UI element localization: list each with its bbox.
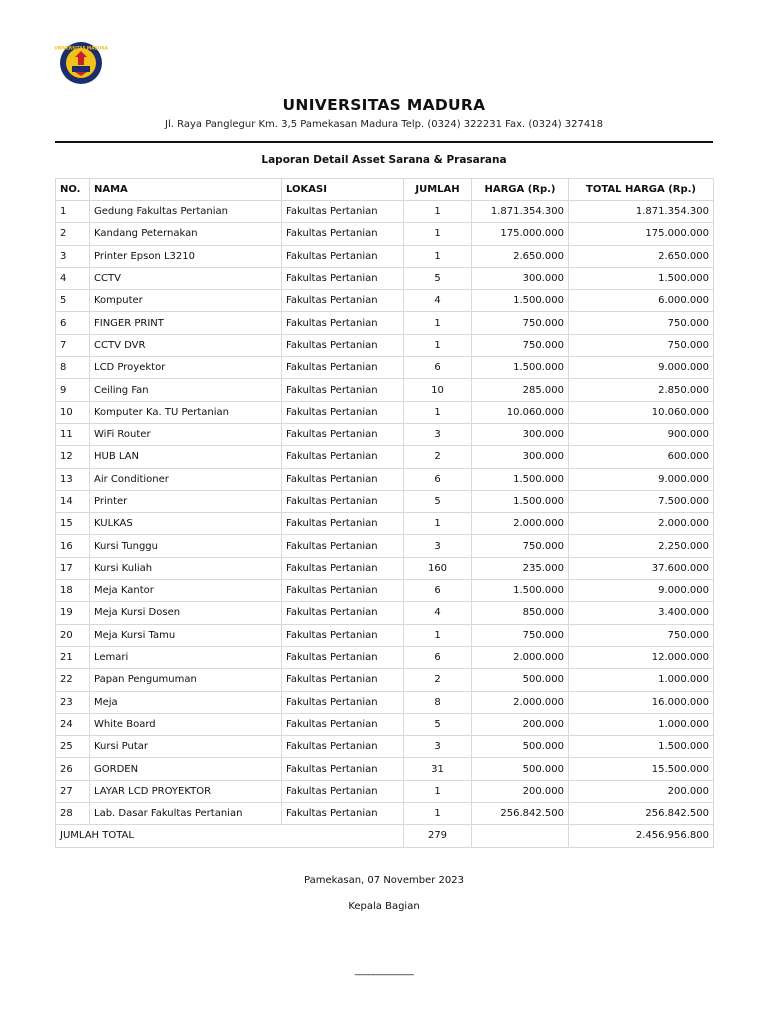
row-lokasi: Fakultas Pertanian bbox=[282, 624, 404, 646]
table-row bbox=[56, 713, 714, 735]
row-harga: 10.060.000 bbox=[472, 401, 569, 423]
row-nama: Lemari bbox=[90, 646, 282, 668]
row-lokasi: Fakultas Pertanian bbox=[282, 267, 404, 289]
row-lokasi: Fakultas Pertanian bbox=[282, 669, 404, 691]
row-harga: 750.000 bbox=[472, 312, 569, 334]
row-total-harga: 9.000.000 bbox=[569, 468, 714, 490]
row-no: 14 bbox=[56, 490, 90, 512]
row-total-harga: 2.250.000 bbox=[569, 535, 714, 557]
table-row bbox=[56, 602, 714, 624]
row-nama: White Board bbox=[90, 713, 282, 735]
total-empty-cell bbox=[472, 825, 569, 847]
row-no: 20 bbox=[56, 624, 90, 646]
table-row bbox=[56, 267, 714, 289]
row-lokasi: Fakultas Pertanian bbox=[282, 736, 404, 758]
table-row bbox=[56, 223, 714, 245]
row-harga: 500.000 bbox=[472, 669, 569, 691]
table-row bbox=[56, 490, 714, 512]
row-no: 16 bbox=[56, 535, 90, 557]
row-lokasi: Fakultas Pertanian bbox=[282, 379, 404, 401]
row-total-harga: 12.000.000 bbox=[569, 646, 714, 668]
row-jumlah: 1 bbox=[404, 803, 472, 825]
column-header-no: NO. bbox=[56, 179, 90, 201]
row-no: 9 bbox=[56, 379, 90, 401]
row-nama: Air Conditioner bbox=[90, 468, 282, 490]
row-jumlah: 1 bbox=[404, 624, 472, 646]
table-row bbox=[56, 535, 714, 557]
university-logo bbox=[54, 41, 108, 85]
row-nama: CCTV DVR bbox=[90, 334, 282, 356]
row-no: 17 bbox=[56, 557, 90, 579]
row-no: 4 bbox=[56, 267, 90, 289]
table-row bbox=[56, 580, 714, 602]
row-lokasi: Fakultas Pertanian bbox=[282, 201, 404, 223]
row-harga: 1.500.000 bbox=[472, 290, 569, 312]
row-lokasi: Fakultas Pertanian bbox=[282, 290, 404, 312]
row-harga: 500.000 bbox=[472, 758, 569, 780]
row-jumlah: 4 bbox=[404, 602, 472, 624]
row-no: 13 bbox=[56, 468, 90, 490]
row-lokasi: Fakultas Pertanian bbox=[282, 357, 404, 379]
signature-role: Kepala Bagian bbox=[348, 901, 420, 912]
row-lokasi: Fakultas Pertanian bbox=[282, 245, 404, 267]
row-total-harga: 6.000.000 bbox=[569, 290, 714, 312]
row-lokasi: Fakultas Pertanian bbox=[282, 223, 404, 245]
row-no: 5 bbox=[56, 290, 90, 312]
row-harga: 2.000.000 bbox=[472, 513, 569, 535]
row-harga: 1.500.000 bbox=[472, 468, 569, 490]
row-no: 11 bbox=[56, 423, 90, 445]
column-header-nama: NAMA bbox=[90, 179, 282, 201]
row-no: 1 bbox=[56, 201, 90, 223]
row-nama: LAYAR LCD PROYEKTOR bbox=[90, 780, 282, 802]
row-harga: 1.871.354.300 bbox=[472, 201, 569, 223]
row-jumlah: 1 bbox=[404, 780, 472, 802]
row-total-harga: 900.000 bbox=[569, 423, 714, 445]
row-total-harga: 1.000.000 bbox=[569, 713, 714, 735]
row-nama: CCTV bbox=[90, 267, 282, 289]
row-lokasi: Fakultas Pertanian bbox=[282, 646, 404, 668]
table-row bbox=[56, 423, 714, 445]
row-total-harga: 7.500.000 bbox=[569, 490, 714, 512]
row-jumlah: 8 bbox=[404, 691, 472, 713]
row-no: 25 bbox=[56, 736, 90, 758]
column-header-lokasi: LOKASI bbox=[282, 179, 404, 201]
table-row bbox=[56, 646, 714, 668]
row-jumlah: 2 bbox=[404, 446, 472, 468]
row-nama: Gedung Fakultas Pertanian bbox=[90, 201, 282, 223]
row-no: 2 bbox=[56, 223, 90, 245]
row-nama: Meja Kursi Dosen bbox=[90, 602, 282, 624]
row-no: 10 bbox=[56, 401, 90, 423]
report-title: Laporan Detail Asset Sarana & Prasarana bbox=[261, 154, 507, 166]
row-harga: 300.000 bbox=[472, 267, 569, 289]
table-row bbox=[56, 624, 714, 646]
row-jumlah: 160 bbox=[404, 557, 472, 579]
row-nama: LCD Proyektor bbox=[90, 357, 282, 379]
row-jumlah: 3 bbox=[404, 535, 472, 557]
table-row bbox=[56, 245, 714, 267]
column-header-jumlah: JUMLAH bbox=[404, 179, 472, 201]
row-total-harga: 15.500.000 bbox=[569, 758, 714, 780]
row-jumlah: 1 bbox=[404, 223, 472, 245]
row-total-harga: 750.000 bbox=[569, 624, 714, 646]
row-jumlah: 1 bbox=[404, 245, 472, 267]
row-harga: 285.000 bbox=[472, 379, 569, 401]
row-harga: 750.000 bbox=[472, 535, 569, 557]
table-row bbox=[56, 290, 714, 312]
row-no: 21 bbox=[56, 646, 90, 668]
total-row bbox=[56, 825, 714, 847]
row-jumlah: 5 bbox=[404, 713, 472, 735]
table-row bbox=[56, 669, 714, 691]
row-jumlah: 6 bbox=[404, 468, 472, 490]
row-jumlah: 1 bbox=[404, 401, 472, 423]
row-harga: 300.000 bbox=[472, 446, 569, 468]
row-nama: Papan Pengumuman bbox=[90, 669, 282, 691]
table-row bbox=[56, 201, 714, 223]
row-total-harga: 2.650.000 bbox=[569, 245, 714, 267]
row-nama: Komputer Ka. TU Pertanian bbox=[90, 401, 282, 423]
row-nama: Printer bbox=[90, 490, 282, 512]
row-nama: FINGER PRINT bbox=[90, 312, 282, 334]
table-row bbox=[56, 357, 714, 379]
row-harga: 500.000 bbox=[472, 736, 569, 758]
row-jumlah: 6 bbox=[404, 580, 472, 602]
row-no: 26 bbox=[56, 758, 90, 780]
row-total-harga: 1.500.000 bbox=[569, 736, 714, 758]
row-total-harga: 9.000.000 bbox=[569, 357, 714, 379]
row-total-harga: 1.000.000 bbox=[569, 669, 714, 691]
row-nama: HUB LAN bbox=[90, 446, 282, 468]
row-lokasi: Fakultas Pertanian bbox=[282, 423, 404, 445]
row-lokasi: Fakultas Pertanian bbox=[282, 446, 404, 468]
row-total-harga: 750.000 bbox=[569, 312, 714, 334]
row-jumlah: 3 bbox=[404, 736, 472, 758]
row-total-harga: 600.000 bbox=[569, 446, 714, 468]
signature-line: _____________ bbox=[354, 965, 414, 976]
row-no: 28 bbox=[56, 803, 90, 825]
table-row bbox=[56, 557, 714, 579]
table-header-row bbox=[56, 179, 714, 201]
row-nama: Kursi Kuliah bbox=[90, 557, 282, 579]
row-harga: 1.500.000 bbox=[472, 357, 569, 379]
row-total-harga: 1.871.354.300 bbox=[569, 201, 714, 223]
row-jumlah: 1 bbox=[404, 201, 472, 223]
row-no: 7 bbox=[56, 334, 90, 356]
table-row bbox=[56, 379, 714, 401]
row-no: 19 bbox=[56, 602, 90, 624]
row-jumlah: 2 bbox=[404, 669, 472, 691]
row-harga: 2.000.000 bbox=[472, 646, 569, 668]
total-amount: 2.456.956.800 bbox=[569, 825, 714, 847]
row-lokasi: Fakultas Pertanian bbox=[282, 602, 404, 624]
row-nama: Komputer bbox=[90, 290, 282, 312]
row-lokasi: Fakultas Pertanian bbox=[282, 334, 404, 356]
row-total-harga: 16.000.000 bbox=[569, 691, 714, 713]
row-jumlah: 6 bbox=[404, 646, 472, 668]
logo-lettering: UNIVERSITAS MADURA bbox=[54, 45, 108, 51]
row-jumlah: 5 bbox=[404, 267, 472, 289]
row-total-harga: 200.000 bbox=[569, 780, 714, 802]
row-jumlah: 1 bbox=[404, 334, 472, 356]
row-jumlah: 1 bbox=[404, 312, 472, 334]
row-total-harga: 256.842.500 bbox=[569, 803, 714, 825]
row-lokasi: Fakultas Pertanian bbox=[282, 468, 404, 490]
total-label: JUMLAH TOTAL bbox=[56, 825, 404, 847]
row-no: 15 bbox=[56, 513, 90, 535]
row-jumlah: 1 bbox=[404, 513, 472, 535]
row-harga: 750.000 bbox=[472, 624, 569, 646]
row-harga: 2.650.000 bbox=[472, 245, 569, 267]
row-nama: Kandang Peternakan bbox=[90, 223, 282, 245]
row-harga: 300.000 bbox=[472, 423, 569, 445]
row-total-harga: 3.400.000 bbox=[569, 602, 714, 624]
row-no: 24 bbox=[56, 713, 90, 735]
row-total-harga: 175.000.000 bbox=[569, 223, 714, 245]
row-lokasi: Fakultas Pertanian bbox=[282, 490, 404, 512]
letterhead bbox=[0, 96, 768, 130]
row-lokasi: Fakultas Pertanian bbox=[282, 401, 404, 423]
table-row bbox=[56, 334, 714, 356]
university-address: Jl. Raya Panglegur Km. 3,5 Pamekasan Madura Telp. (0324) 322231 Fax. (0324) 327418 bbox=[165, 119, 603, 130]
row-nama: Lab. Dasar Fakultas Pertanian bbox=[90, 803, 282, 825]
row-lokasi: Fakultas Pertanian bbox=[282, 780, 404, 802]
row-jumlah: 3 bbox=[404, 423, 472, 445]
row-harga: 750.000 bbox=[472, 334, 569, 356]
row-nama: Meja Kantor bbox=[90, 580, 282, 602]
row-jumlah: 10 bbox=[404, 379, 472, 401]
row-nama: Printer Epson L3210 bbox=[90, 245, 282, 267]
row-harga: 235.000 bbox=[472, 557, 569, 579]
row-nama: KULKAS bbox=[90, 513, 282, 535]
table-row bbox=[56, 468, 714, 490]
row-lokasi: Fakultas Pertanian bbox=[282, 691, 404, 713]
table-row bbox=[56, 691, 714, 713]
row-total-harga: 2.850.000 bbox=[569, 379, 714, 401]
row-harga: 256.842.500 bbox=[472, 803, 569, 825]
row-nama: Meja Kursi Tamu bbox=[90, 624, 282, 646]
row-no: 12 bbox=[56, 446, 90, 468]
row-total-harga: 2.000.000 bbox=[569, 513, 714, 535]
table-row bbox=[56, 736, 714, 758]
row-no: 22 bbox=[56, 669, 90, 691]
row-nama: Ceiling Fan bbox=[90, 379, 282, 401]
signature-place-date: Pamekasan, 07 November 2023 bbox=[304, 875, 464, 886]
row-lokasi: Fakultas Pertanian bbox=[282, 312, 404, 334]
table-row bbox=[56, 758, 714, 780]
column-header-harga: HARGA (Rp.) bbox=[472, 179, 569, 201]
row-jumlah: 6 bbox=[404, 357, 472, 379]
row-harga: 200.000 bbox=[472, 780, 569, 802]
row-total-harga: 10.060.000 bbox=[569, 401, 714, 423]
total-quantity: 279 bbox=[404, 825, 472, 847]
row-total-harga: 37.600.000 bbox=[569, 557, 714, 579]
row-no: 23 bbox=[56, 691, 90, 713]
row-jumlah: 5 bbox=[404, 490, 472, 512]
row-no: 6 bbox=[56, 312, 90, 334]
table-row bbox=[56, 312, 714, 334]
row-nama: Meja bbox=[90, 691, 282, 713]
row-nama: Kursi Tunggu bbox=[90, 535, 282, 557]
row-no: 3 bbox=[56, 245, 90, 267]
header-divider bbox=[55, 141, 713, 143]
row-no: 18 bbox=[56, 580, 90, 602]
row-lokasi: Fakultas Pertanian bbox=[282, 758, 404, 780]
row-harga: 850.000 bbox=[472, 602, 569, 624]
table-row bbox=[56, 780, 714, 802]
row-harga: 2.000.000 bbox=[472, 691, 569, 713]
row-harga: 1.500.000 bbox=[472, 490, 569, 512]
row-jumlah: 4 bbox=[404, 290, 472, 312]
row-lokasi: Fakultas Pertanian bbox=[282, 557, 404, 579]
table-row bbox=[56, 401, 714, 423]
row-harga: 200.000 bbox=[472, 713, 569, 735]
row-total-harga: 750.000 bbox=[569, 334, 714, 356]
row-harga: 1.500.000 bbox=[472, 580, 569, 602]
row-no: 27 bbox=[56, 780, 90, 802]
table-row bbox=[56, 446, 714, 468]
asset-table bbox=[55, 178, 714, 848]
row-nama: Kursi Putar bbox=[90, 736, 282, 758]
table-row bbox=[56, 803, 714, 825]
row-nama: GORDEN bbox=[90, 758, 282, 780]
row-lokasi: Fakultas Pertanian bbox=[282, 513, 404, 535]
row-total-harga: 1.500.000 bbox=[569, 267, 714, 289]
row-lokasi: Fakultas Pertanian bbox=[282, 580, 404, 602]
university-name: UNIVERSITAS MADURA bbox=[282, 96, 486, 114]
row-jumlah: 31 bbox=[404, 758, 472, 780]
row-harga: 175.000.000 bbox=[472, 223, 569, 245]
row-total-harga: 9.000.000 bbox=[569, 580, 714, 602]
column-header-total-harga: TOTAL HARGA (Rp.) bbox=[569, 179, 714, 201]
row-lokasi: Fakultas Pertanian bbox=[282, 535, 404, 557]
row-no: 8 bbox=[56, 357, 90, 379]
row-lokasi: Fakultas Pertanian bbox=[282, 803, 404, 825]
table-row bbox=[56, 513, 714, 535]
row-nama: WiFi Router bbox=[90, 423, 282, 445]
row-lokasi: Fakultas Pertanian bbox=[282, 713, 404, 735]
